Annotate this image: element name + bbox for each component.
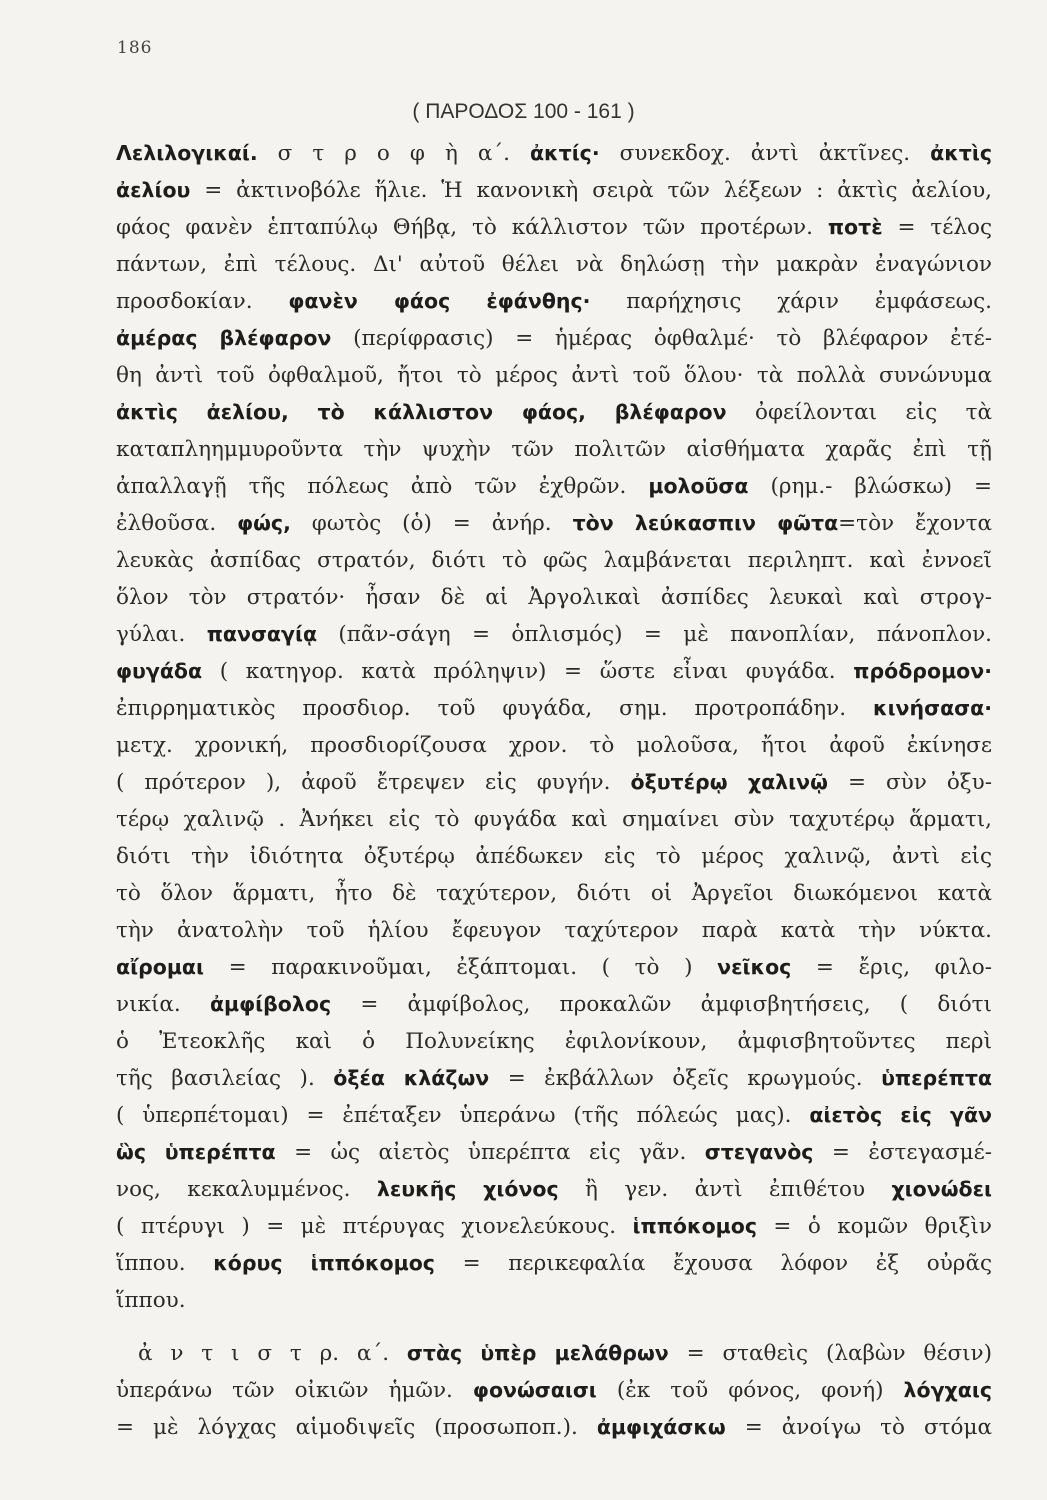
gloss-text: ὑπεράνω τῶν οἰκιῶν ἡμῶν. (116, 1378, 473, 1403)
gloss-text: ( κατηγορ. κατὰ πρόληψιν) = ὥστε εἶναι φυγάδα. (202, 659, 854, 684)
gloss-text: = ἐστεγασμέ- (813, 1140, 992, 1165)
lemma-term: λόγχαις (903, 1378, 992, 1402)
gloss-text: (πᾶν-σάγη = ὁπλισμός) = μὲ πανοπλίαν, πάνοπλον. (317, 622, 992, 647)
lemma-term: κινήσασα· (873, 696, 992, 720)
gloss-text: ἢ γεν. ἀντὶ ἐπιθέτου (558, 1177, 892, 1202)
text-line (116, 505, 992, 542)
gloss-text: = σὺν ὀξυ- (827, 770, 992, 795)
lemma-term: ἀκτίς· (529, 141, 600, 165)
lemma-term: αἴρομαι (116, 955, 204, 979)
text-line (116, 283, 992, 320)
gloss-text: = ἔρις, φιλο- (791, 955, 992, 980)
gloss-text: προσδοκίαν. (116, 289, 289, 314)
gloss-text: = ὡς αἰετὸς ὑπερέπτα εἰς γᾶν. (275, 1140, 705, 1165)
gloss-text: συνεκδοχ. ἀντὶ ἀκτῖνες. (599, 141, 931, 166)
text-line (116, 986, 992, 1023)
lemma-term: φυγάδα (116, 659, 203, 683)
gloss-text: ἵππου. (116, 1288, 186, 1313)
gloss-text: = περικεφαλία ἔχουσα λόφον ἐξ οὐρᾶς (434, 1251, 992, 1276)
lemma-term: στὰς ὑπὲρ μελάθρων (406, 1341, 669, 1365)
text-line (116, 1282, 992, 1319)
lemma-term: ἀμφιχάσκω (596, 1415, 726, 1439)
text-line (116, 1245, 992, 1282)
gloss-text: τὸ ὅλον ἅρματι, ἦτο δὲ ταχύτερον, διότι οἱ Ἀργεῖοι διωκόμενοι κατὰ (116, 881, 992, 906)
gloss-text: παρήχησις χάριν ἐμφάσεως. (590, 289, 992, 314)
lemma-term: νεῖκος (717, 955, 792, 979)
gloss-text: = παρακινοῦμαι, ἐξάπτομαι. ( τὸ ) (204, 955, 718, 980)
text-line (116, 653, 992, 690)
gloss-text: ( πρότερον ), ἀφοῦ ἔτρεψεν εἰς φυγήν. (116, 770, 631, 795)
text-line (116, 1023, 992, 1060)
text-line (116, 1097, 992, 1134)
text-line (116, 764, 992, 801)
lemma-term: ἱππόκομος (632, 1214, 757, 1238)
text-line (116, 135, 992, 172)
gloss-text: ὁ Ἐτεοκλῆς καὶ ὁ Πολυνείκης ἐφιλονίκουν, ἀμφισβητοῦντες περὶ (116, 1029, 992, 1054)
gloss-text: νικία. (116, 992, 210, 1017)
lemma-term: ὣς ὑπερέπτα (116, 1140, 276, 1164)
paragraph-antistrophe (116, 1335, 992, 1446)
gloss-text: γύλαι. (116, 622, 207, 647)
section-heading: ( ΠΑΡΟΔΟΣ 100 - 161 ) (412, 100, 635, 123)
gloss-text: = ὁ κομῶν θριξὶν (757, 1214, 992, 1239)
gloss-text: λευκὰς ἀσπίδας στρατόν, διότι τὸ φῶς λαμβάνεται περιληπτ. καὶ ἐννοεῖ (116, 548, 992, 573)
lemma-term: μολοῦσα (648, 474, 749, 498)
gloss-text: = σταθεὶς (λαβὼν θέσιν) (668, 1341, 992, 1366)
text-line (116, 1060, 992, 1097)
text-line (116, 394, 992, 431)
gloss-text: καταπληημμυροῦντα τὴν ψυχὴν τῶν πολιτῶν αἰσθήματα χαρᾶς ἐπὶ τῇ (116, 437, 992, 462)
text-line (116, 1372, 992, 1409)
page-number: 186 (117, 38, 153, 58)
text-line (116, 875, 992, 912)
gloss-text: νος, κεκαλυμμένος. (116, 1177, 377, 1202)
gloss-text: φωτὸς (ὁ) = ἀνήρ. (290, 511, 573, 536)
lemma-term: ποτὲ (827, 215, 883, 239)
text-line (116, 431, 992, 468)
gloss-text: ( πτέρυγι ) = μὲ πτέρυγας χιονελεύκους. (116, 1214, 633, 1239)
text-line (116, 172, 992, 209)
gloss-text: = τέλος (882, 215, 992, 240)
gloss-text: διότι τὴν ἰδιότητα ὀξυτέρῳ ἀπέδωκεν εἰς τὸ μέρος χαλινῷ, ἀντὶ εἰς (116, 844, 992, 869)
gloss-text: (ρημ.- βλώσκω) = (748, 474, 992, 499)
gloss-text: ( ὑπερπέτομαι) = ἐπέταξεν ὑπεράνω (τῆς πόλεώς μας). (116, 1103, 810, 1128)
lemma-term: ἀμέρας βλέφαρον (116, 326, 332, 350)
text-line (116, 949, 992, 986)
text-line (116, 1335, 992, 1372)
lemma-term: λευκῆς χιόνος (376, 1177, 559, 1201)
gloss-text: ἐλθοῦσα. (116, 511, 238, 536)
lemma-term: τὸν λεύκασπιν φῶτα (572, 511, 839, 535)
text-line (116, 468, 992, 505)
text-line (116, 1409, 992, 1446)
lemma-term: Λελιλογικαί. (116, 141, 258, 165)
lemma-term: πρόδρομον· (853, 659, 992, 683)
gloss-text: = ἀνοίγω τὸ στόμα (725, 1415, 992, 1440)
gloss-text: ἀ ν τ ι σ τ ρ. α΄. (138, 1341, 407, 1366)
text-line (116, 838, 992, 875)
lemma-term: ἀελίου (116, 178, 191, 202)
gloss-text: φάος φανὲν ἑπταπύλῳ Θήβᾳ, τὸ κάλλιστον τῶν προτέρων. (116, 215, 828, 240)
text-line (116, 616, 992, 653)
lemma-term: ἀμφίβολος (209, 992, 332, 1016)
gloss-text: ἵππου. (116, 1251, 214, 1276)
gloss-text: τέρῳ χαλινῷ . Ἀνήκει εἰς τὸ φυγάδα καὶ σημαίνει σὺν ταχυτέρῳ ἅρματι, (116, 807, 992, 832)
text-line (116, 246, 992, 283)
gloss-text: ὅλον τὸν στρατόν· ἦσαν δὲ αἱ Ἀργολικαὶ ἀσπίδες λευκαὶ καὶ στρογ- (116, 585, 992, 610)
lemma-term: κόρυς ἱππόκομος (213, 1251, 435, 1275)
gloss-text: = ἐκβάλλων ὀξεῖς κρωγμούς. (489, 1066, 882, 1091)
gloss-text: σ τ ρ ο φ ὴ α΄. (257, 141, 530, 166)
text-line (116, 912, 992, 949)
lemma-term: χιονώδει (891, 1177, 992, 1201)
gloss-text: τῆς βασιλείας ). (116, 1066, 334, 1091)
text-line (116, 1171, 992, 1208)
gloss-text: πάντων, ἐπὶ τέλους. Δι' αὐτοῦ θέλει νὰ δηλώσῃ τὴν μακρὰν ἐναγώνιον (116, 252, 992, 277)
gloss-text: (ἐκ τοῦ φόνος, φονή) (596, 1378, 904, 1403)
lemma-term: ὀξέα κλάζων (333, 1066, 490, 1090)
paragraph-gap (116, 1319, 992, 1335)
text-line (116, 1208, 992, 1245)
lemma-term: ὀξυτέρῳ χαλινῷ (630, 770, 828, 794)
gloss-text: =τὸν ἔχοντα (838, 511, 992, 536)
text-line (116, 579, 992, 616)
lemma-term: ἀκτὶς ἀελίου, τὸ κάλλιστον φάος, βλέφαρον (116, 400, 727, 424)
gloss-text: = μὲ λόγχας αἱμοδιψεῖς (προσωποπ.). (116, 1415, 597, 1440)
text-line (116, 320, 992, 357)
text-line (116, 801, 992, 838)
text-line (116, 690, 992, 727)
gloss-text: θη ἀντὶ τοῦ ὀφθαλμοῦ, ἤτοι τὸ μέρος ἀντὶ τοῦ ὅλου· τὰ πολλὰ συνώνυμα (116, 363, 992, 388)
gloss-text: τὴν ἀνατολὴν τοῦ ἡλίου ἔφευγον ταχύτερον παρὰ κατὰ τὴν νύκτα. (116, 918, 992, 943)
lemma-term: στεγανὸς (704, 1140, 814, 1164)
text-line (116, 727, 992, 764)
lemma-term: φανὲν φάος ἐφάνθης· (288, 289, 591, 313)
gloss-text: ἀπαλλαγῇ τῆς πόλεως ἀπὸ τῶν ἐχθρῶν. (116, 474, 649, 499)
text-line (116, 357, 992, 394)
commentary-text (116, 135, 992, 1446)
text-line (116, 1134, 992, 1171)
gloss-text: = ἀκτινοβόλε ἥλιε. Ἡ κανονικὴ σειρὰ τῶν λέξεων : ἀκτὶς ἀελίου, (190, 178, 992, 203)
text-line (116, 542, 992, 579)
lemma-term: ὑπερέπτα (881, 1066, 992, 1090)
gloss-text: ὀφείλονται εἰς τὰ (726, 400, 992, 425)
gloss-text: ἐπιρρηματικὸς προσδιορ. τοῦ φυγάδα, σημ. προτροπάδην. (116, 696, 873, 721)
lemma-term: φώς, (237, 511, 291, 535)
lemma-term: ἀκτὶς (930, 141, 992, 165)
gloss-text: (περίφρασις) = ἡμέρας ὀφθαλμέ· τὸ βλέφαρον ἐτέ- (331, 326, 992, 351)
paragraph-strophe (116, 135, 992, 1319)
lemma-term: αἰετὸς εἰς γᾶν (809, 1103, 992, 1127)
lemma-term: φονώσαισι (472, 1378, 597, 1402)
lemma-term: πανσαγίᾳ (206, 622, 318, 646)
text-line (116, 209, 992, 246)
gloss-text: μετχ. χρονική, προσδιορίζουσα χρον. τὸ μολοῦσα, ἤτοι ἀφοῦ ἐκίνησε (116, 733, 992, 758)
gloss-text: = ἀμφίβολος, προκαλῶν ἀμφισβητήσεις, ( διότι (331, 992, 992, 1017)
